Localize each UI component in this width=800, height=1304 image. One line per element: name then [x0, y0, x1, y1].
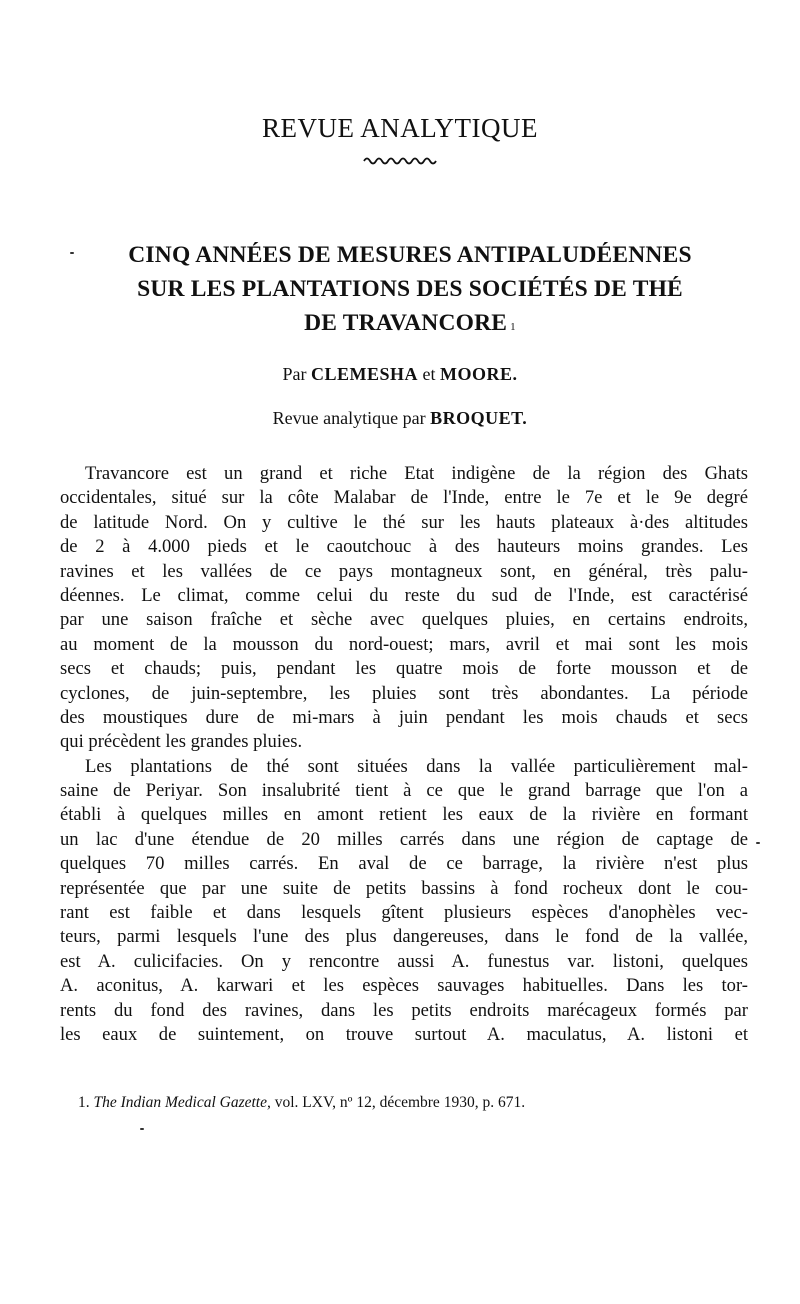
footnote-number: 1. — [78, 1094, 90, 1111]
byline — [0, 364, 800, 385]
paragraph-line: secs et chauds; puis, pendant les quatre mois de forte mousson et de — [60, 658, 748, 680]
review-prefix: Revue analytique par — [272, 408, 426, 428]
footnote-journal: The Indian Medical Gazette, — [93, 1094, 271, 1111]
paragraph-2 — [60, 755, 748, 1048]
paragraph-line: Travancore est un grand et riche Etat indigène de la région des Ghats — [85, 463, 748, 484]
paragraph-line: représentée que par une suite de petits bassins à fond rocheux dont le cou- — [60, 877, 748, 899]
paragraph-line: qui précèdent les grandes pluies. — [60, 731, 303, 753]
paragraph-line: est A. culicifacies. On y rencontre aussi A. funestus var. listoni, quelques — [60, 950, 748, 972]
paragraph-line: établi à quelques milles en amont retient les eaux de la rivière en formant — [60, 804, 748, 826]
reviewer-line — [0, 408, 800, 429]
paragraph-line: de latitude Nord. On y cultive le thé sur les hauts plateaux à·des altitudes — [60, 511, 748, 533]
paragraph-line: par une saison fraîche et sèche avec quelques pluies, en certains endroits, — [60, 609, 748, 631]
footnote — [78, 1094, 718, 1112]
paragraph-line: A. aconitus, A. karwari et les espèces sauvages habituelles. Dans les tor- — [60, 975, 748, 997]
paragraph-line: de 2 à 4.000 pieds et le caoutchouc à des hauteurs moins grandes. Les — [60, 536, 748, 558]
paragraph-line: occidentales, situé sur la côte Malabar de l'Inde, entre le 7e et le 9e degré — [60, 487, 748, 509]
paragraph-1 — [60, 462, 748, 755]
paragraph-line: quelques 70 milles carrés. En aval de ce barrage, la rivière n'est plus — [60, 853, 748, 875]
paragraph-line: un lac d'une étendue de 20 milles carrés dans une région de captage de — [60, 828, 748, 850]
byline-and: et — [422, 364, 436, 384]
author-1: CLEMESHA — [310, 364, 419, 384]
paragraph-line: des moustiques dure de mi-mars à juin pendant les mois chauds et secs — [60, 706, 748, 728]
paragraph-line: rents du fond des ravines, dans les petits endroits marécageux formés par — [60, 999, 748, 1021]
article-title-line-3 — [60, 306, 760, 340]
section-title: REVUE ANALYTIQUE — [261, 113, 538, 143]
footnote-details: vol. LXV, nº 12, décembre 1930, p. 671. — [274, 1094, 526, 1111]
title-ornament-divider — [362, 154, 438, 166]
paragraph-line: les eaux de suintement, on trouve surtout A. maculatus, A. listoni et — [60, 1023, 748, 1045]
byline-prefix: Par — [282, 364, 307, 384]
scan-speck — [70, 252, 74, 254]
article-title-line-1: CINQ ANNÉES DE MESURES ANTIPALUDÉENNES — [128, 242, 692, 268]
scan-speck — [756, 842, 760, 844]
paragraph-line: cyclones, de juin-septembre, les pluies sont très abondantes. La période — [60, 682, 748, 704]
paragraph-line: rant est faible et dans lesquels gîtent plusieurs espèces d'anophèles vec- — [60, 902, 748, 924]
author-2: MOORE. — [440, 364, 518, 384]
scan-speck — [140, 1128, 144, 1130]
title-footnote-marker: 1 — [510, 321, 516, 333]
paragraph-line: Les plantations de thé sont situées dans la vallée particulièrement mal- — [85, 755, 748, 777]
paragraph-line: teurs, parmi lesquels l'une des plus dangereuses, dans le fond de la vallée, — [60, 926, 748, 948]
paragraph-line: au moment de la mousson du nord-ouest; mars, avril et mai sont les mois — [60, 633, 748, 655]
article-title-line-3-text: DE TRAVANCORE — [304, 310, 508, 336]
paragraph-line: ravines et les vallées de ce pays montagneux sont, en général, très palu- — [60, 560, 748, 582]
article-body — [60, 462, 748, 1047]
article-title — [60, 238, 760, 340]
paragraph-line: déennes. Le climat, comme celui du reste du sud de l'Inde, est caractérisé — [60, 584, 748, 606]
article-title-line-2: SUR LES PLANTATIONS DES SOCIÉTÉS DE THÉ — [137, 276, 683, 302]
paragraph-line: saine de Periyar. Son insalubrité tient à ce que le grand barrage que l'on a — [60, 780, 748, 802]
reviewer-name: BROQUET. — [430, 408, 528, 428]
